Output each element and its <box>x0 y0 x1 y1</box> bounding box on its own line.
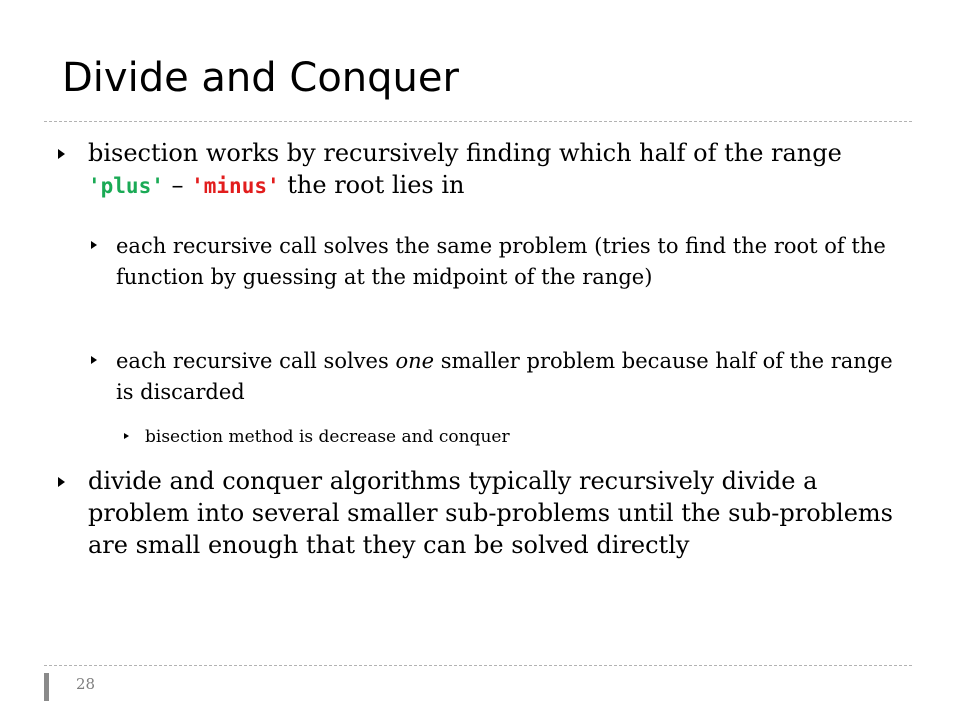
top-divider <box>44 121 912 122</box>
bullet-text: smaller problem because half of the range is discarded <box>116 349 893 404</box>
bullet-text: each recursive call solves <box>116 349 396 373</box>
bullet-arrow-icon <box>91 356 97 364</box>
bullet-emphasis: one <box>395 349 435 373</box>
bullet-text: bisection method is decrease and conquer <box>145 427 510 447</box>
sub-sub-bullet-decrease <box>145 425 895 449</box>
bullet-text: bisection works by recursively finding which half of the range <box>88 139 842 167</box>
bullet-text: each recursive call solves the same problem (tries to find the root of the function by guessing at the midpoint of the range) <box>116 234 886 289</box>
bullet-dash: – <box>163 171 192 199</box>
code-minus: 'minus' <box>191 174 280 198</box>
bullet-arrow-icon <box>124 433 129 439</box>
bullet-arrow-icon <box>58 477 65 487</box>
code-plus: 'plus' <box>88 174 164 198</box>
bullet-bisection <box>88 137 900 202</box>
bullet-text: divide and conquer algorithms typically recursively divide a problem into several smaller sub-problems until the sub-problems are small enough that they can be solved directly <box>88 467 893 559</box>
slide-title: Divide and Conquer <box>62 55 459 101</box>
bottom-divider <box>44 665 912 666</box>
sub-bullet-same-problem <box>116 231 896 293</box>
bullet-arrow-icon <box>58 149 65 159</box>
bullet-text: the root lies in <box>279 171 465 199</box>
footer-accent-bar <box>44 673 49 701</box>
page-number: 28 <box>76 675 96 693</box>
bullet-divide-conquer <box>88 465 900 561</box>
sub-bullet-one-smaller <box>116 346 896 408</box>
bullet-arrow-icon <box>91 241 97 249</box>
